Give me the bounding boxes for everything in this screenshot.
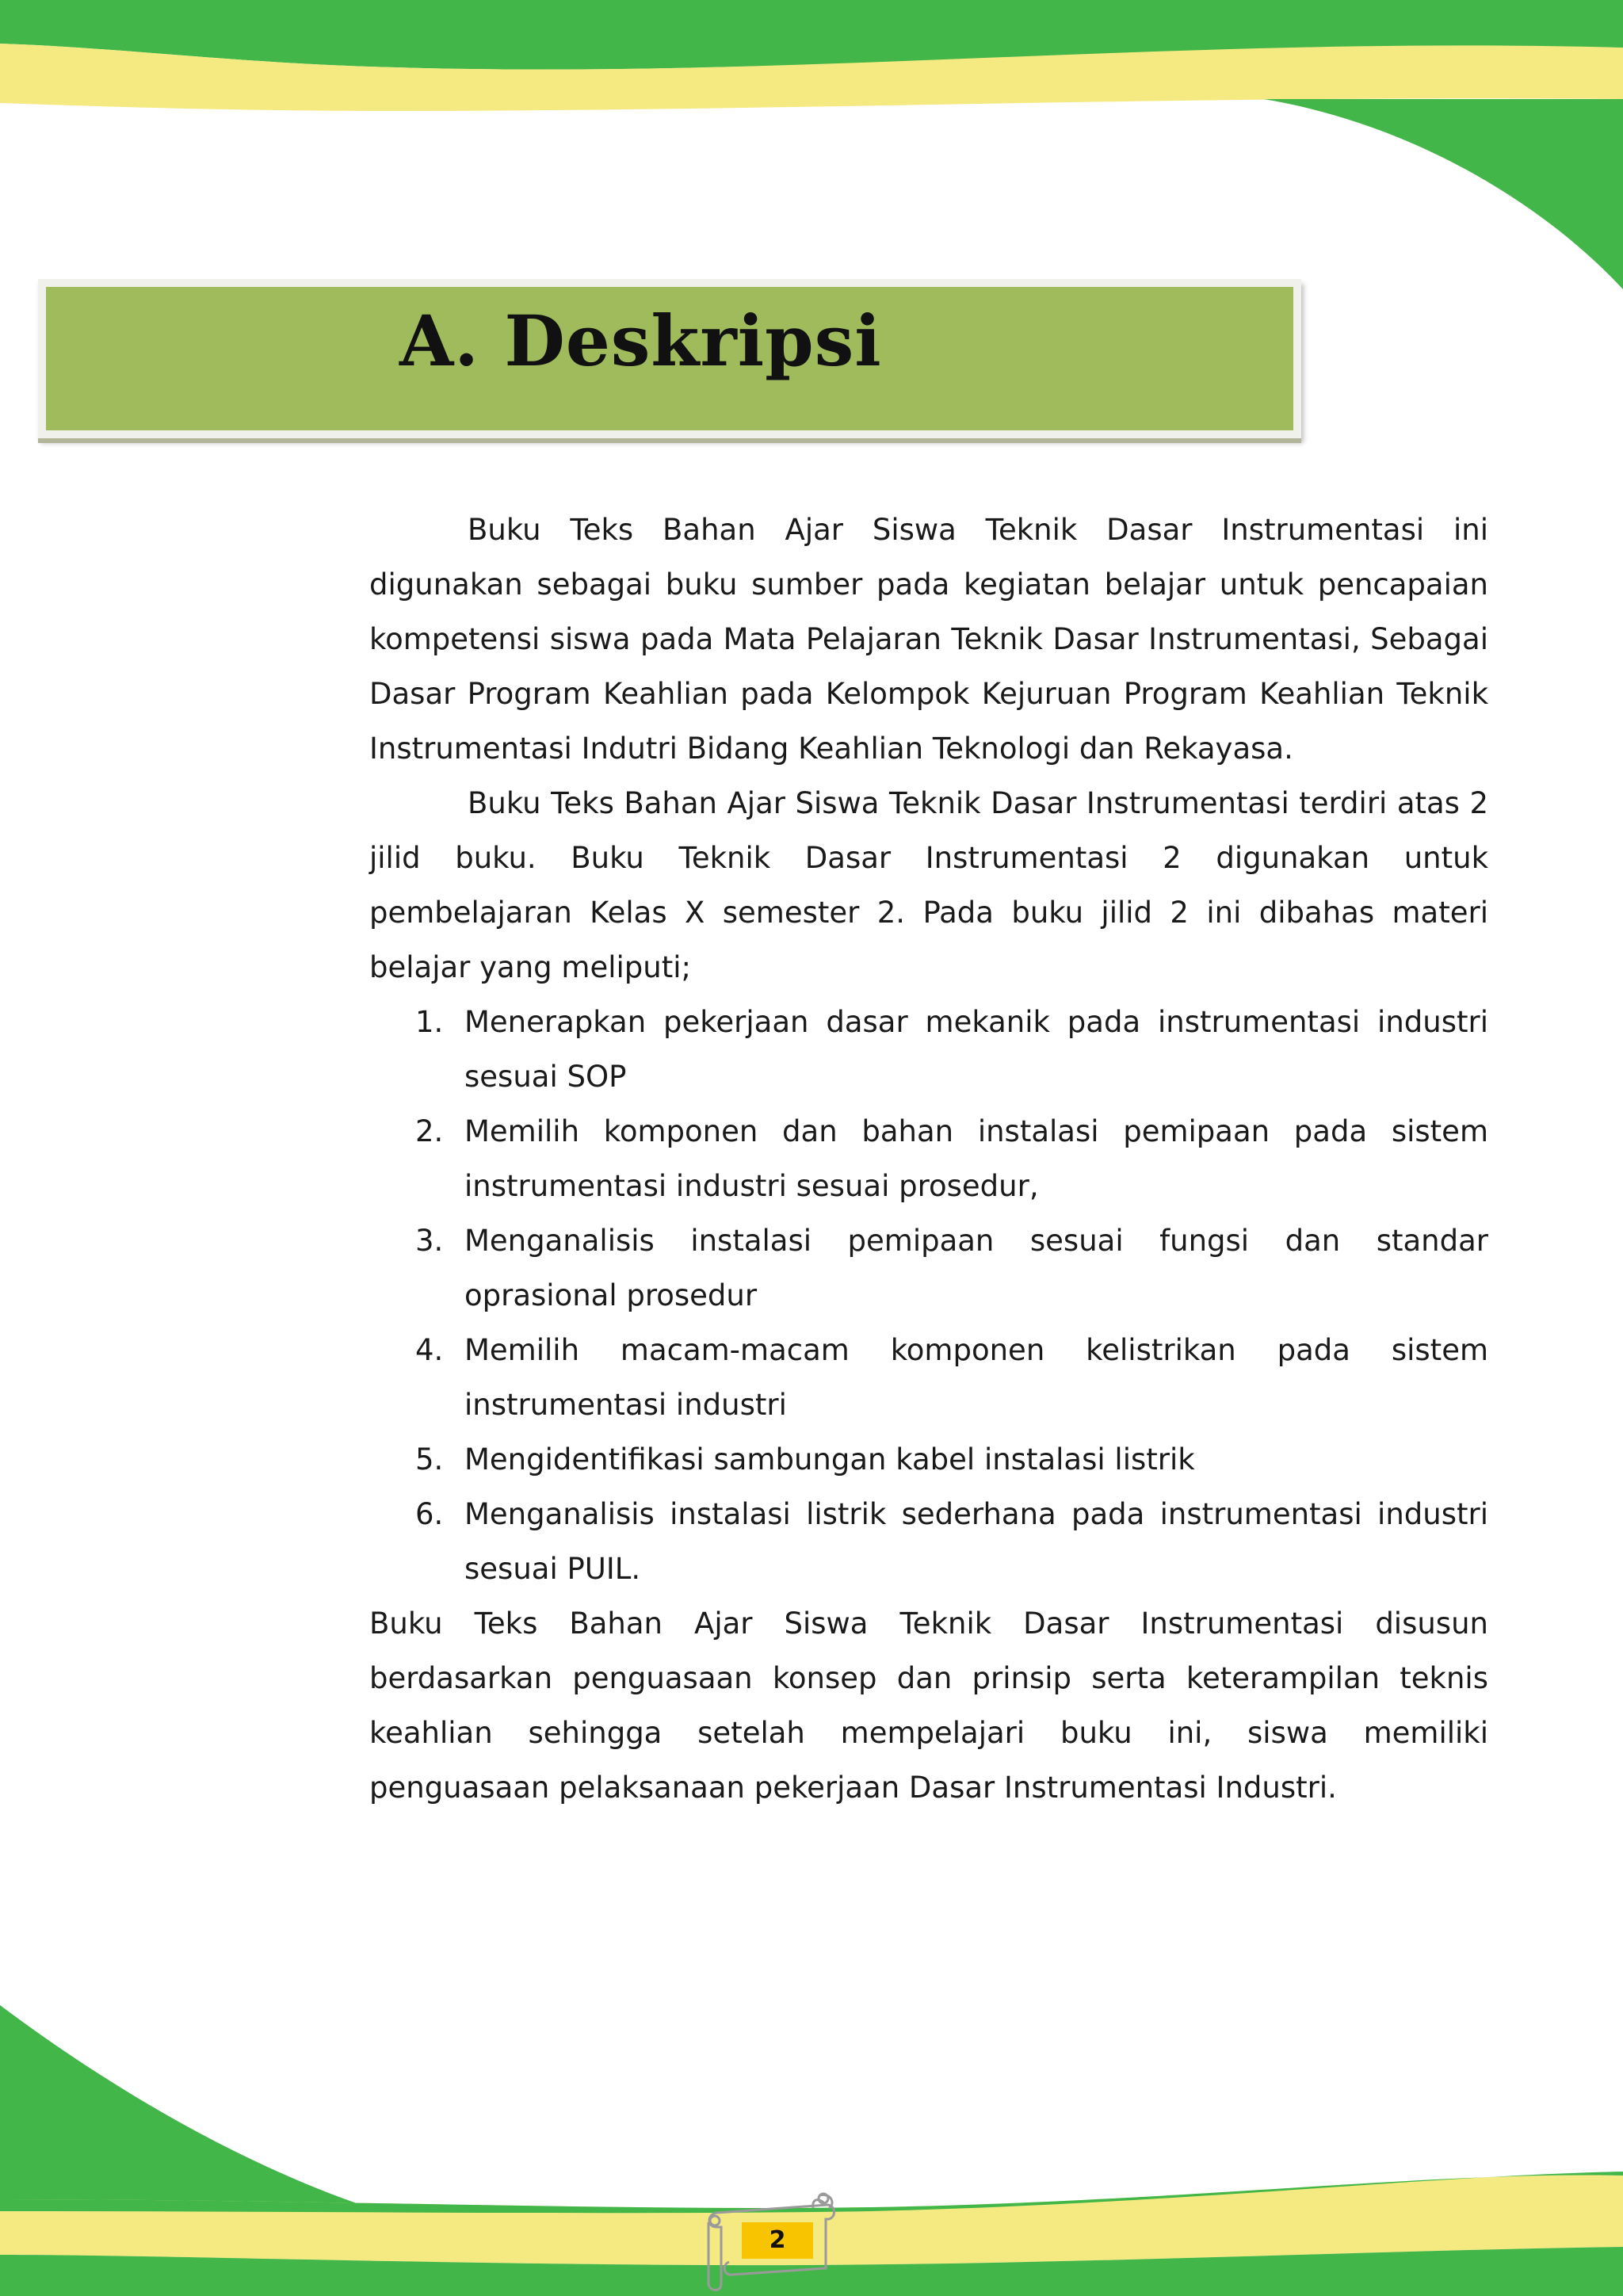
paragraph-volumes: Buku Teks Bahan Ajar Siswa Teknik Dasar Instrumentasi terdiri atas 2 jilid buku. Buku Teknik Dasar Instrumentasi 2 digunakan untuk pembelajaran Kelas X semester 2. Pada buku jilid 2 ini dibahas materi belajar yang meliputi; xyxy=(369,786,1488,984)
list-item-text: Mengidentifikasi sambungan kabel instalasi listrik xyxy=(464,1442,1195,1477)
list-item-text: Memilih macam-macam komponen kelistrikan pada sistem instrumentasi industri xyxy=(464,1333,1488,1422)
bottom-left-green-swoosh xyxy=(0,2005,357,2219)
page-number-badge xyxy=(693,2181,843,2292)
section-title: A. Deskripsi xyxy=(399,300,882,382)
list-item xyxy=(415,1104,1488,1213)
list-item xyxy=(415,1323,1488,1432)
list-item-number: 3. xyxy=(415,1224,444,1258)
paragraph-intro: Buku Teks Bahan Ajar Siswa Teknik Dasar Instrumentasi ini digunakan sebagai buku sumber pada kegiatan belajar untuk pencapaian kompetensi siswa pada Mata Pelajaran Teknik Dasar Instrumentasi, Sebagai Dasar Program Keahlian pada Kelompok Kejuruan Program Keahlian Teknik Instrumentasi Indutri Bidang Keahlian Teknologi dan Rekayasa. xyxy=(369,513,1488,766)
list-item xyxy=(415,1487,1488,1596)
list-item-number: 1. xyxy=(415,1005,444,1039)
list-item-text: Menganalisis instalasi listrik sederhana pada instrumentasi industri sesuai PUIL. xyxy=(464,1497,1488,1586)
list-item-text: Menganalisis instalasi pemipaan sesuai fungsi dan standar oprasional prosedur xyxy=(464,1224,1488,1312)
paragraph-summary: Buku Teks Bahan Ajar Siswa Teknik Dasar Instrumentasi disusun berdasarkan penguasaan konsep dan prinsip serta keterampilan teknis keahlian sehingga setelah mempelajari buku ini, siswa memiliki penguasaan pelaksanaan pekerjaan Dasar Instrumentasi Industri. xyxy=(369,1606,1488,1805)
list-item xyxy=(415,1213,1488,1323)
list-item xyxy=(415,995,1488,1104)
topic-list xyxy=(369,995,1488,1596)
list-item-number: 6. xyxy=(415,1497,444,1531)
list-item-number: 5. xyxy=(415,1442,444,1477)
page-number: 2 xyxy=(742,2222,813,2259)
list-item xyxy=(415,1432,1488,1487)
list-item-number: 4. xyxy=(415,1333,444,1367)
list-item-text: Menerapkan pekerjaan dasar mekanik pada instrumentasi industri sesuai SOP xyxy=(464,1005,1488,1094)
list-item-number: 2. xyxy=(415,1114,444,1148)
section-title-fill xyxy=(46,287,1293,430)
list-item-text: Memilih komponen dan bahan instalasi pemipaan pada sistem instrumentasi industri sesuai prosedur, xyxy=(464,1114,1488,1203)
description-content xyxy=(369,502,1488,1815)
section-title-banner xyxy=(38,279,1301,438)
